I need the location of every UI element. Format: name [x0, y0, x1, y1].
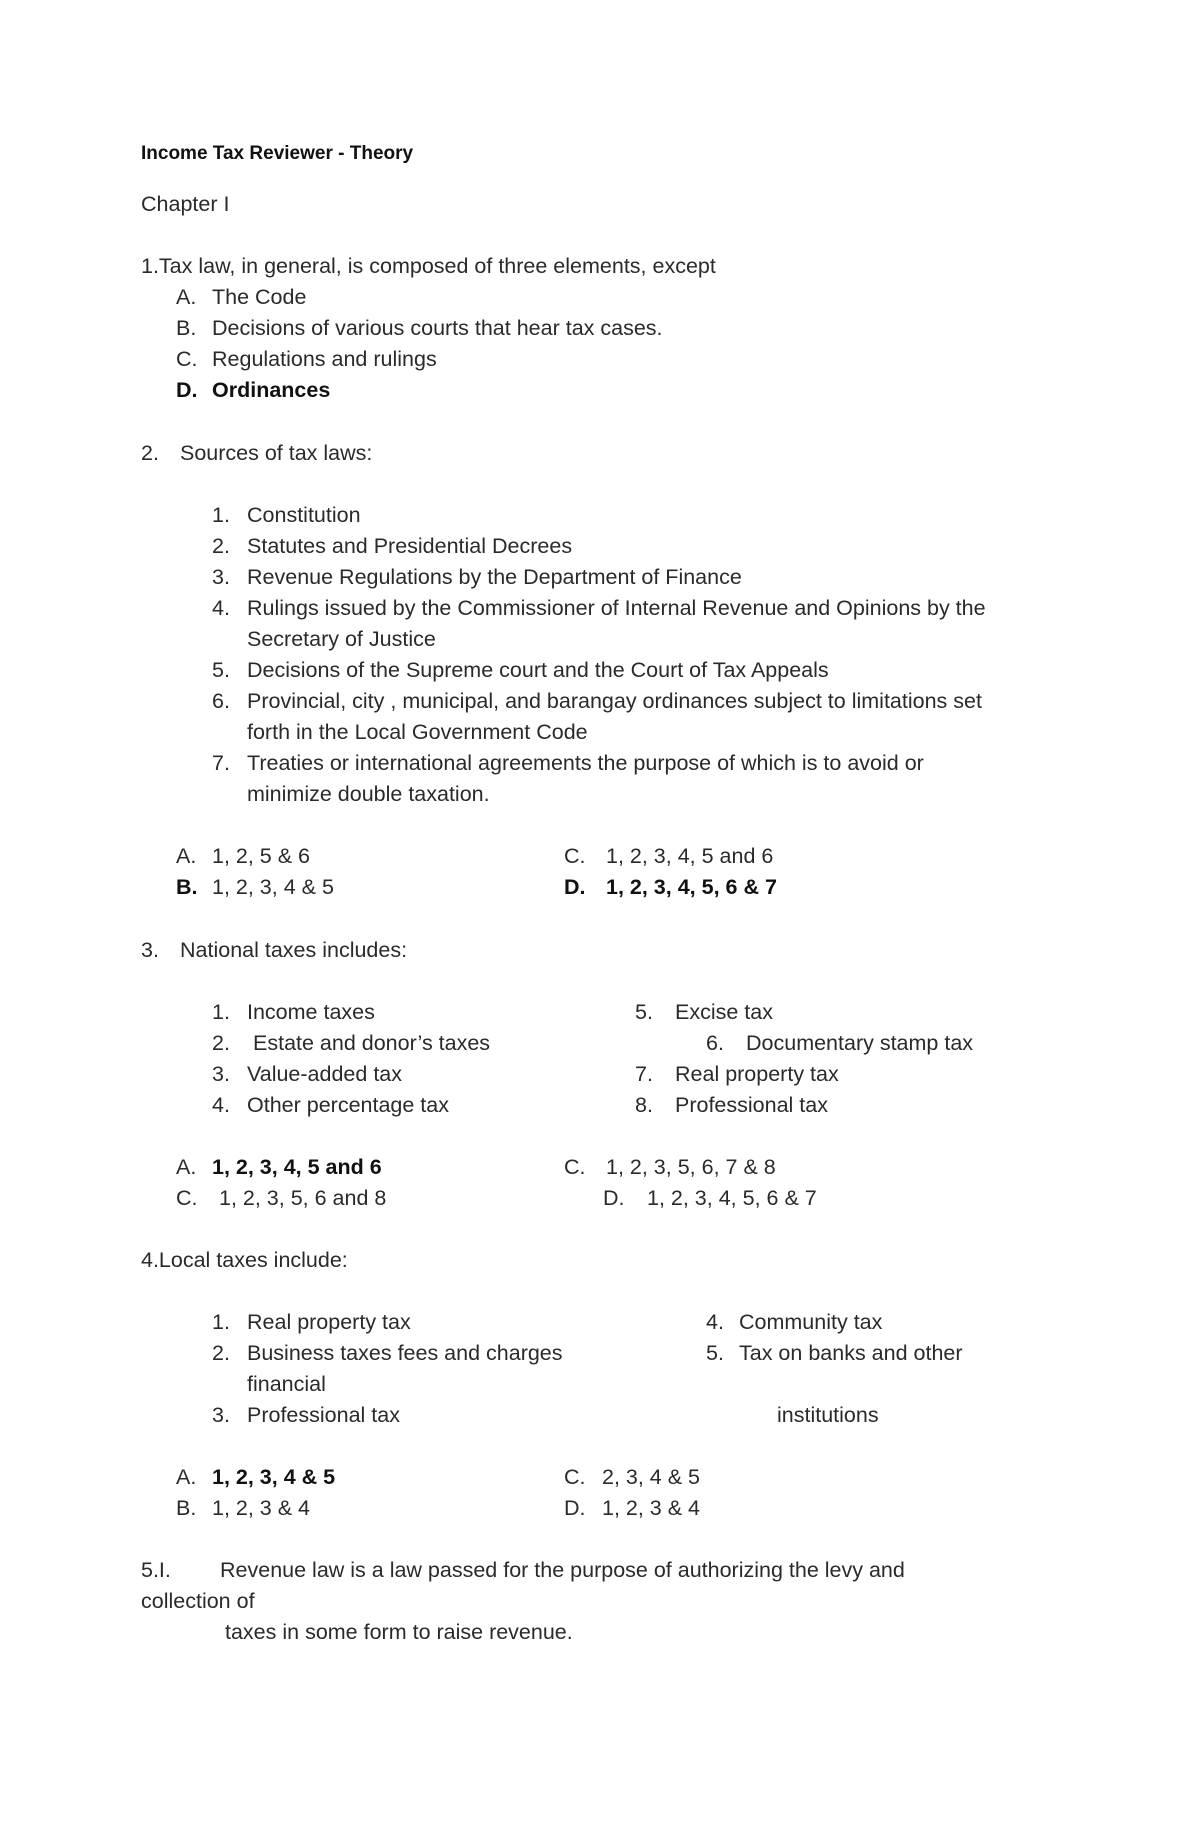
q3-item-text: Documentary stamp tax [746, 1031, 974, 1055]
q4-item-number: 3. [212, 1403, 230, 1427]
chapter-heading: Chapter I [141, 192, 230, 216]
q2-item-text-continued: forth in the Local Government Code [247, 720, 588, 744]
q4-item-text-continued: financial [247, 1372, 326, 1396]
q3-choice-c-letter: C. [564, 1155, 586, 1179]
q2-choice-d: 1, 2, 3, 4, 5, 6 & 7 [606, 875, 777, 899]
q4-item-text-continued: institutions [777, 1403, 879, 1427]
q4-item-text: Professional tax [247, 1403, 400, 1427]
q2-item-number: 1. [212, 503, 230, 527]
q4-item-number: 2. [212, 1341, 230, 1365]
q2-choice-d-letter: D. [564, 875, 586, 899]
q3-choice-a-letter: A. [176, 1155, 197, 1179]
q4-item-number: 1. [212, 1310, 230, 1334]
q3-item-text: Excise tax [675, 1000, 773, 1024]
question-3: National taxes includes: [180, 938, 408, 962]
q2-item-text: Revenue Regulations by the Department of Finance [247, 565, 742, 589]
q3-item-number: 4. [212, 1093, 230, 1117]
q3-item-number: 8. [635, 1093, 653, 1117]
question-5-continued: taxes in some form to raise revenue. [225, 1620, 573, 1644]
q1-choice-c-letter: C. [176, 347, 198, 371]
question-4: 4.Local taxes include: [141, 1248, 348, 1272]
question-5-continued: collection of [141, 1589, 255, 1613]
q2-item-text-continued: Secretary of Justice [247, 627, 436, 651]
q2-item-number: 7. [212, 751, 230, 775]
q3-item-text: Professional tax [675, 1093, 828, 1117]
q1-choice-b: Decisions of various courts that hear tax cases. [212, 316, 663, 340]
q3-choice-d-letter: D. [603, 1186, 625, 1210]
q2-item-number: 4. [212, 596, 230, 620]
q1-choice-a-letter: A. [176, 285, 197, 309]
q1-choice-b-letter: B. [176, 316, 197, 340]
document-title: Income Tax Reviewer - Theory [141, 143, 414, 164]
q3-item-number: 2. [212, 1031, 230, 1055]
q3-item-number: 3. [212, 1062, 230, 1086]
q1-choice-d: Ordinances [212, 378, 331, 402]
q2-item-text: Rulings issued by the Commissioner of Internal Revenue and Opinions by the [247, 596, 986, 620]
q3-choice-c2-letter: C. [176, 1186, 198, 1210]
q2-choice-b-letter: B. [176, 875, 198, 899]
question-3-number: 3. [141, 938, 159, 962]
q4-choice-c: 2, 3, 4 & 5 [602, 1465, 701, 1489]
q2-item-number: 2. [212, 534, 230, 558]
q2-choice-c-letter: C. [564, 844, 586, 868]
q2-choice-c: 1, 2, 3, 4, 5 and 6 [606, 844, 774, 868]
q3-item-text: Real property tax [675, 1062, 839, 1086]
question-5: Revenue law is a law passed for the purpose of authorizing the levy and [220, 1558, 905, 1582]
q3-item-number: 6. [706, 1031, 724, 1055]
q2-item-text: Constitution [247, 503, 361, 527]
q3-choice-a: 1, 2, 3, 4, 5 and 6 [212, 1155, 382, 1179]
q3-item-number: 1. [212, 1000, 230, 1024]
q3-item-text: Value-added tax [247, 1062, 402, 1086]
q4-item-number: 5. [706, 1341, 724, 1365]
q4-choice-a: 1, 2, 3, 4 & 5 [212, 1465, 336, 1489]
question-5-number: 5.I. [141, 1558, 171, 1582]
q4-item-text: Community tax [739, 1310, 883, 1334]
q2-item-text: Treaties or international agreements the purpose of which is to avoid or [247, 751, 924, 775]
q4-choice-d: 1, 2, 3 & 4 [602, 1496, 701, 1520]
question-2-number: 2. [141, 441, 159, 465]
q1-choice-d-letter: D. [176, 378, 198, 402]
q2-item-text: Statutes and Presidential Decrees [247, 534, 573, 558]
q4-item-text: Real property tax [247, 1310, 411, 1334]
q3-item-text: Income taxes [247, 1000, 375, 1024]
q3-item-number: 7. [635, 1062, 653, 1086]
q4-choice-c-letter: C. [564, 1465, 586, 1489]
q3-item-number: 5. [635, 1000, 653, 1024]
q3-item-text: Estate and donor’s taxes [253, 1031, 491, 1055]
q4-choice-b-letter: B. [176, 1496, 197, 1520]
q3-choice-d: 1, 2, 3, 4, 5, 6 & 7 [647, 1186, 817, 1210]
q2-item-number: 3. [212, 565, 230, 589]
q2-item-text: Provincial, city , municipal, and barangay ordinances subject to limitations set [247, 689, 982, 713]
q2-choice-a: 1, 2, 5 & 6 [212, 844, 311, 868]
q2-choice-a-letter: A. [176, 844, 197, 868]
q4-item-text: Tax on banks and other [739, 1341, 963, 1365]
question-2: Sources of tax laws: [180, 441, 373, 465]
q4-choice-b: 1, 2, 3 & 4 [212, 1496, 311, 1520]
q4-item-text: Business taxes fees and charges [247, 1341, 563, 1365]
q4-choice-a-letter: A. [176, 1465, 197, 1489]
q2-item-number: 5. [212, 658, 230, 682]
q4-choice-d-letter: D. [564, 1496, 586, 1520]
q1-choice-a: The Code [212, 285, 307, 309]
q2-item-number: 6. [212, 689, 230, 713]
q2-item-text: Decisions of the Supreme court and the Court of Tax Appeals [247, 658, 829, 682]
question-1: 1.Tax law, in general, is composed of three elements, except [141, 254, 716, 278]
q1-choice-c: Regulations and rulings [212, 347, 437, 371]
q3-item-text: Other percentage tax [247, 1093, 449, 1117]
q2-item-text-continued: minimize double taxation. [247, 782, 490, 806]
q2-choice-b: 1, 2, 3, 4 & 5 [212, 875, 334, 899]
q3-choice-c: 1, 2, 3, 5, 6, 7 & 8 [606, 1155, 776, 1179]
q4-item-number: 4. [706, 1310, 724, 1334]
q3-choice-c2: 1, 2, 3, 5, 6 and 8 [219, 1186, 387, 1210]
